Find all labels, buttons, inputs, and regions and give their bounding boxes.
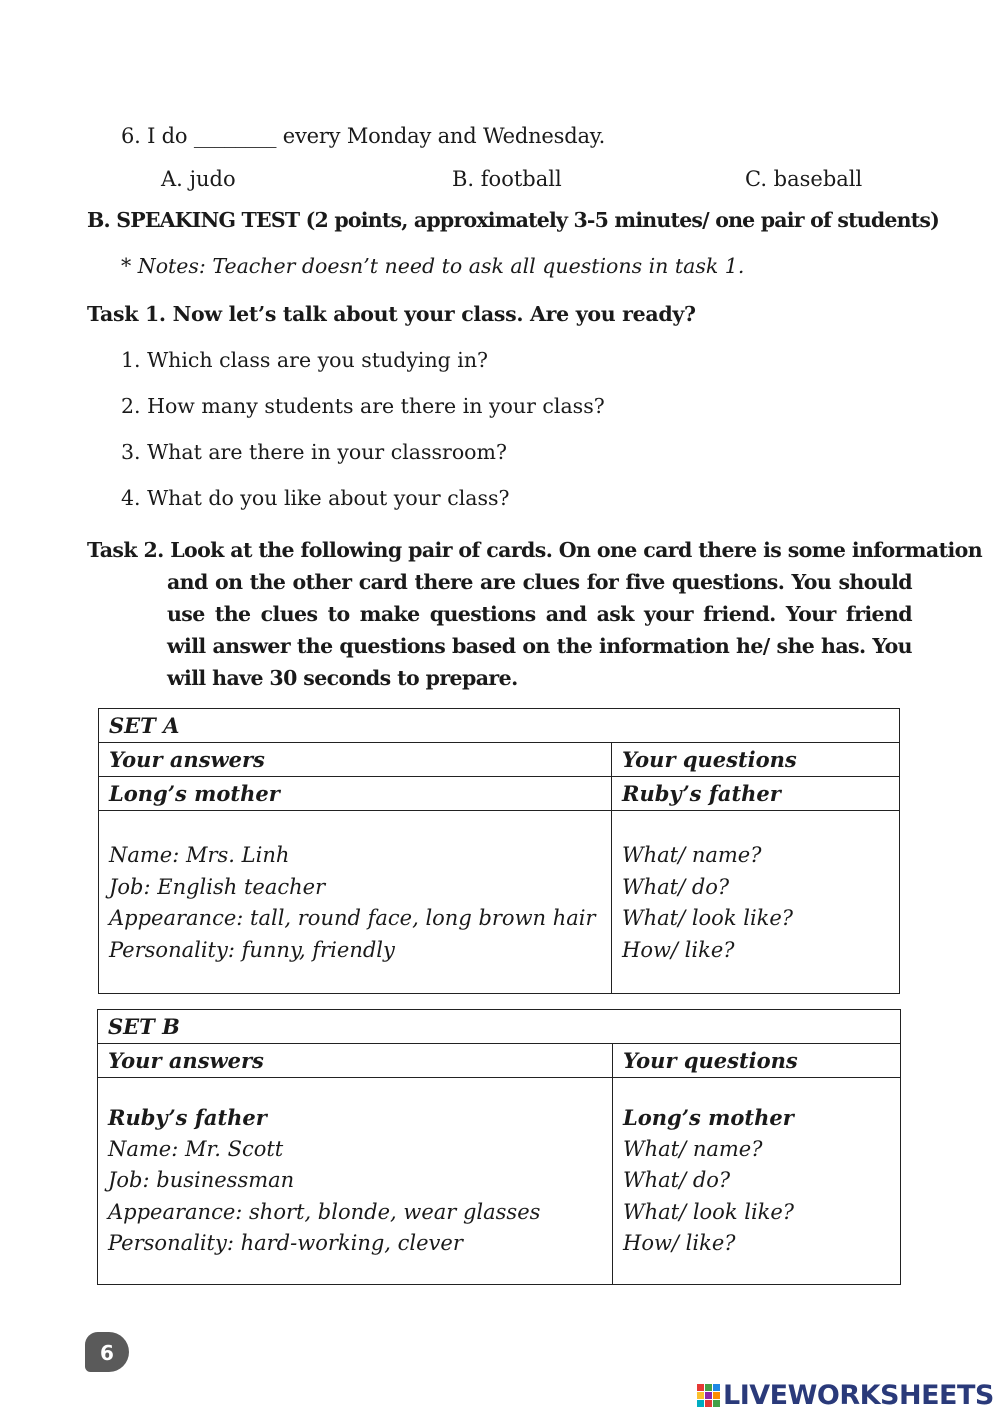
set-a-title: SET A	[99, 709, 900, 743]
question-clue: What/ look like?	[623, 1199, 795, 1224]
answer-line: Name: Mr. Scott	[108, 1136, 284, 1161]
set-a-questions	[612, 811, 900, 994]
task1-question: 2. How many students are there in your class?	[121, 394, 605, 418]
task2-instructions	[87, 534, 983, 694]
set-b-answers	[98, 1078, 613, 1285]
set-a-question-person: Ruby’s father	[612, 777, 900, 811]
option-b: B. football	[452, 167, 562, 191]
logo-grid-cell	[713, 1384, 720, 1391]
logo-grid-cell	[697, 1392, 704, 1399]
logo-grid-cell	[705, 1400, 712, 1407]
set-b-card	[97, 1009, 901, 1285]
logo-grid-cell	[713, 1392, 720, 1399]
question-clue: What/ do?	[622, 874, 730, 899]
logo-text: LIVEWORKSHEETS	[723, 1379, 994, 1411]
task1-question: 3. What are there in your classroom?	[121, 440, 507, 464]
logo-grid-cell	[713, 1400, 720, 1407]
set-b-questions	[613, 1078, 901, 1285]
set-b-title: SET B	[98, 1010, 901, 1044]
speaking-test-title: B. SPEAKING TEST (2 points, approximately 3-5 minutes/ one pair of students)	[87, 208, 940, 232]
answer-line: Personality: funny, friendly	[109, 937, 395, 962]
answer-line: Appearance: short, blonde, wear glasses	[108, 1199, 541, 1224]
answer-line: Job: English teacher	[109, 874, 326, 899]
question-clue: What/ name?	[622, 843, 762, 867]
answer-line: Name: Mrs. Linh	[109, 843, 290, 867]
logo-grid-cell	[705, 1392, 712, 1399]
set-a-answers-header: Your answers	[99, 743, 612, 777]
task2-first-line: Task 2. Look at the following pair of cards. On one card there is some information	[87, 538, 983, 562]
set-a-answer-person: Long’s mother	[99, 777, 612, 811]
task1-question: 4. What do you like about your class?	[121, 486, 510, 510]
answer-line: Personality: hard-working, clever	[108, 1231, 463, 1255]
answer-line: Appearance: tall, round face, long brown hair	[109, 906, 596, 930]
option-c: C. baseball	[745, 167, 863, 191]
logo-grid-cell	[705, 1384, 712, 1391]
set-b-answers-header: Your answers	[98, 1044, 613, 1078]
set-b-questions-header: Your questions	[613, 1044, 901, 1078]
question-clue: What/ look like?	[622, 906, 794, 930]
task2-rest: and on the other card there are clues for five questions. You should use the clues to make questions and ask your friend. Your friend will answer the questions based on the information he/ she has. You will have 30 seconds to prepare.	[167, 570, 912, 690]
answer-line: Job: businessman	[108, 1168, 295, 1192]
set-a-answers	[99, 811, 612, 994]
page-number-badge: 6	[85, 1332, 129, 1372]
task1-title: Task 1. Now let’s talk about your class. Are you ready?	[87, 302, 696, 326]
liveworksheets-logo[interactable]	[697, 1380, 994, 1410]
question-clue: How/ like?	[623, 1231, 736, 1255]
question-clue: What/ name?	[623, 1136, 763, 1161]
set-b-answer-person: Ruby’s father	[108, 1105, 267, 1130]
option-a: A. judo	[161, 167, 236, 191]
logo-grid-cell	[697, 1400, 704, 1407]
question-6: 6. I do ________ every Monday and Wednesday.	[121, 124, 606, 148]
question-clue: What/ do?	[623, 1168, 731, 1192]
speaking-notes: * Notes: Teacher doesn’t need to ask all questions in task 1.	[121, 254, 745, 278]
set-b-question-person: Long’s mother	[623, 1105, 794, 1130]
question-clue: How/ like?	[622, 937, 735, 962]
liveworksheets-grid-icon	[697, 1384, 720, 1407]
set-a-questions-header: Your questions	[612, 743, 900, 777]
task1-question: 1. Which class are you studying in?	[121, 348, 489, 372]
logo-grid-cell	[697, 1384, 704, 1391]
set-a-card	[98, 708, 900, 994]
